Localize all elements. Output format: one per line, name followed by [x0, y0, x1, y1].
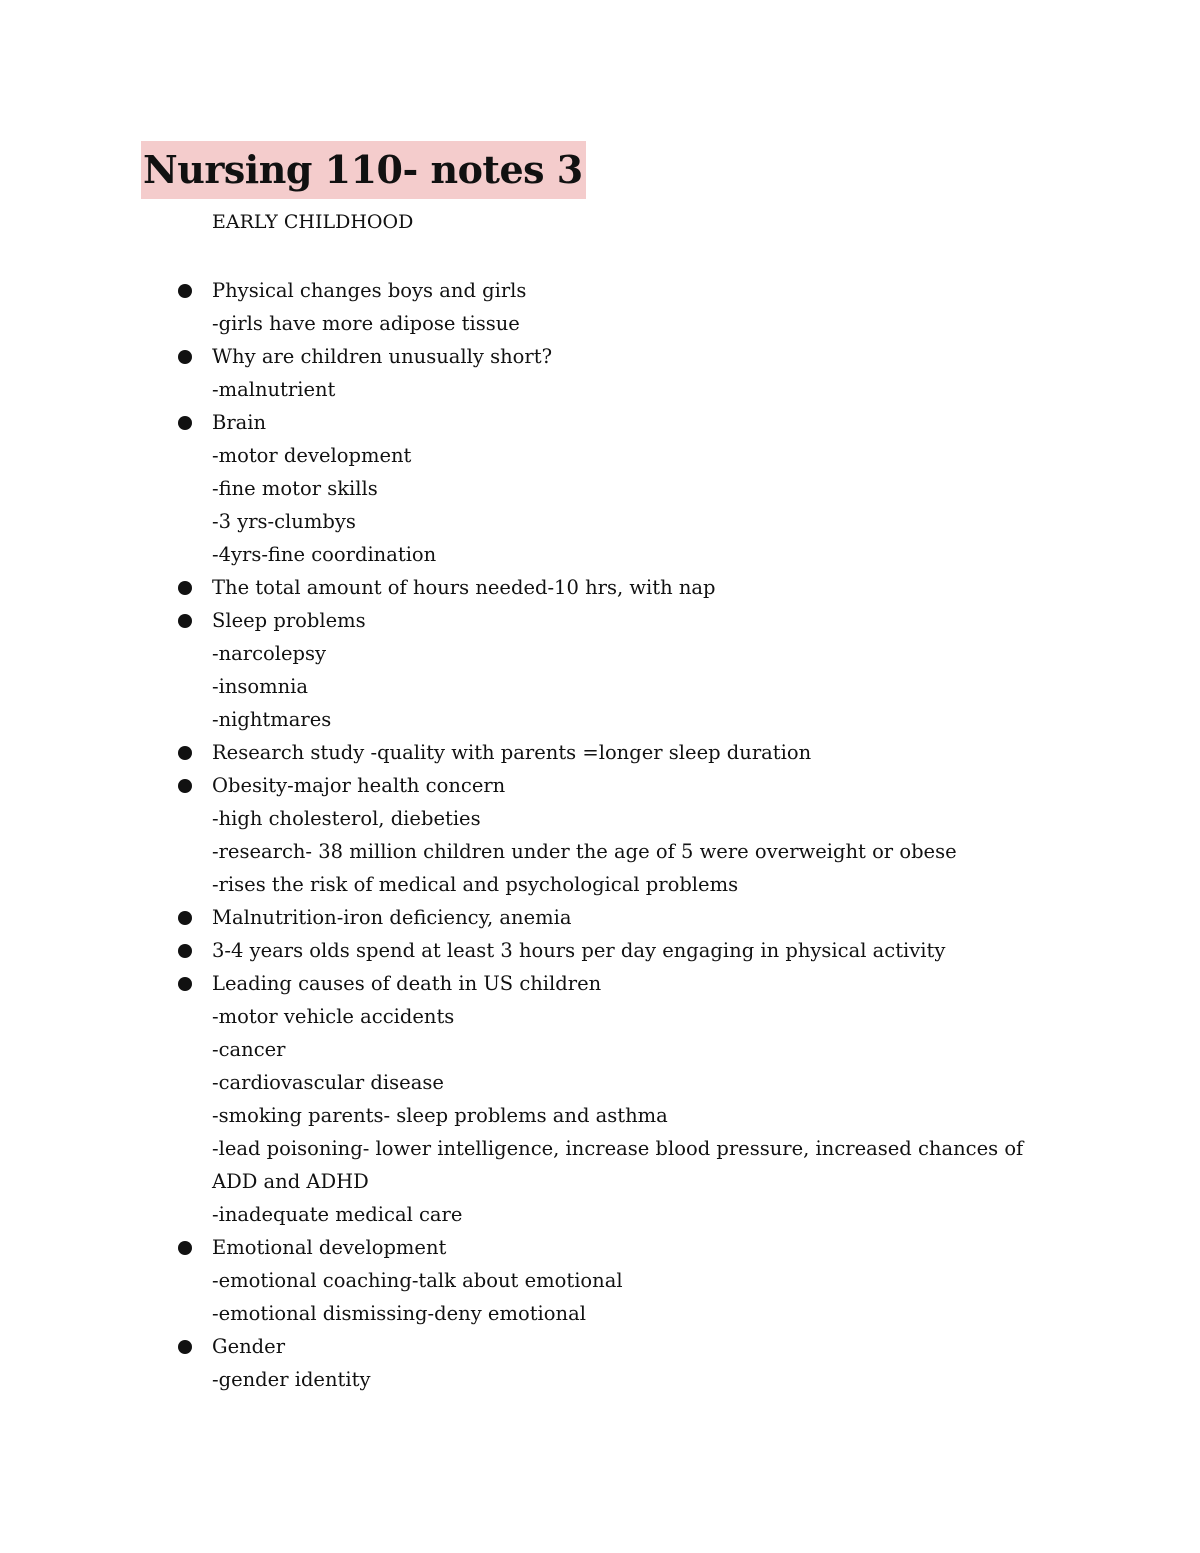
sub-item-text: ADD and ADHD [212, 1170, 369, 1193]
list-item-text: Obesity-major health concern [212, 774, 506, 797]
sub-item [0, 1264, 1200, 1297]
bullet-icon [178, 416, 192, 430]
sub-item [0, 538, 1200, 571]
sub-item-text: -emotional coaching-talk about emotional [212, 1269, 623, 1292]
list-item [0, 901, 1200, 934]
list-item [0, 604, 1200, 637]
sub-item [0, 307, 1200, 340]
bullet-icon [178, 581, 192, 595]
sub-item [0, 670, 1200, 703]
sub-item [0, 439, 1200, 472]
sub-item-text: -motor vehicle accidents [212, 1005, 455, 1028]
sub-item-text: -smoking parents- sleep problems and asthma [212, 1104, 668, 1127]
bullet-icon [178, 977, 192, 991]
list-item [0, 1330, 1200, 1363]
bullet-icon [178, 284, 192, 298]
sub-item [0, 1000, 1200, 1033]
sub-item-text: -girls have more adipose tissue [212, 312, 520, 335]
list-item-text: Malnutrition-iron deficiency, anemia [212, 906, 572, 929]
sub-item [0, 373, 1200, 406]
sub-item [0, 868, 1200, 901]
sub-item-text: -motor development [212, 444, 412, 467]
list-item-text: Sleep problems [212, 609, 366, 632]
list-item [0, 274, 1200, 307]
bullet-icon [178, 746, 192, 760]
sub-item-text: -inadequate medical care [212, 1203, 463, 1226]
list-item-text: Emotional development [212, 1236, 447, 1259]
notes-list [0, 274, 1200, 1396]
list-item [0, 967, 1200, 1000]
sub-item-text: -narcolepsy [212, 642, 327, 665]
page-title: Nursing 110- notes 3 [141, 141, 586, 199]
list-item [0, 340, 1200, 373]
list-item [0, 934, 1200, 967]
sub-item [0, 505, 1200, 538]
sub-item [0, 1198, 1200, 1231]
sub-item-text: -malnutrient [212, 378, 336, 401]
sub-item-text: -research- 38 million children under the age of 5 were overweight or obese [212, 840, 957, 863]
list-item [0, 769, 1200, 802]
bullet-icon [178, 350, 192, 364]
sub-item-text: -lead poisoning- lower intelligence, increase blood pressure, increased chances of [212, 1137, 1024, 1160]
list-item-text: The total amount of hours needed-10 hrs, with nap [212, 576, 716, 599]
sub-item [0, 1165, 1200, 1198]
list-item-text: Research study -quality with parents =longer sleep duration [212, 741, 812, 764]
list-item-text: Physical changes boys and girls [212, 279, 527, 302]
list-item-text: Gender [212, 1335, 286, 1358]
bullet-icon [178, 944, 192, 958]
sub-item [0, 472, 1200, 505]
section-heading: EARLY CHILDHOOD [212, 211, 414, 233]
bullet-icon [178, 1241, 192, 1255]
bullet-icon [178, 911, 192, 925]
sub-item-text: -cancer [212, 1038, 286, 1061]
sub-item [0, 835, 1200, 868]
sub-item-text: -emotional dismissing-deny emotional [212, 1302, 586, 1325]
sub-item [0, 1132, 1200, 1165]
sub-item-text: -nightmares [212, 708, 332, 731]
list-item [0, 571, 1200, 604]
list-item-text: Leading causes of death in US children [212, 972, 602, 995]
bullet-icon [178, 1340, 192, 1354]
bullet-icon [178, 614, 192, 628]
list-item-text: 3-4 years olds spend at least 3 hours per day engaging in physical activity [212, 939, 946, 962]
sub-item-text: -cardiovascular disease [212, 1071, 444, 1094]
sub-item [0, 802, 1200, 835]
list-item-text: Brain [212, 411, 267, 434]
sub-item [0, 637, 1200, 670]
sub-item [0, 1033, 1200, 1066]
sub-item [0, 703, 1200, 736]
sub-item-text: -rises the risk of medical and psychological problems [212, 873, 739, 896]
sub-item [0, 1099, 1200, 1132]
sub-item-text: -fine motor skills [212, 477, 378, 500]
list-item-text: Why are children unusually short? [212, 345, 553, 368]
list-item [0, 406, 1200, 439]
sub-item-text: -insomnia [212, 675, 309, 698]
sub-item [0, 1066, 1200, 1099]
list-item [0, 736, 1200, 769]
list-item [0, 1231, 1200, 1264]
sub-item-text: -3 yrs-clumbys [212, 510, 356, 533]
sub-item [0, 1297, 1200, 1330]
sub-item-text: -4yrs-fine coordination [212, 543, 437, 566]
sub-item-text: -high cholesterol, diebeties [212, 807, 481, 830]
sub-item [0, 1363, 1200, 1396]
bullet-icon [178, 779, 192, 793]
sub-item-text: -gender identity [212, 1368, 371, 1391]
